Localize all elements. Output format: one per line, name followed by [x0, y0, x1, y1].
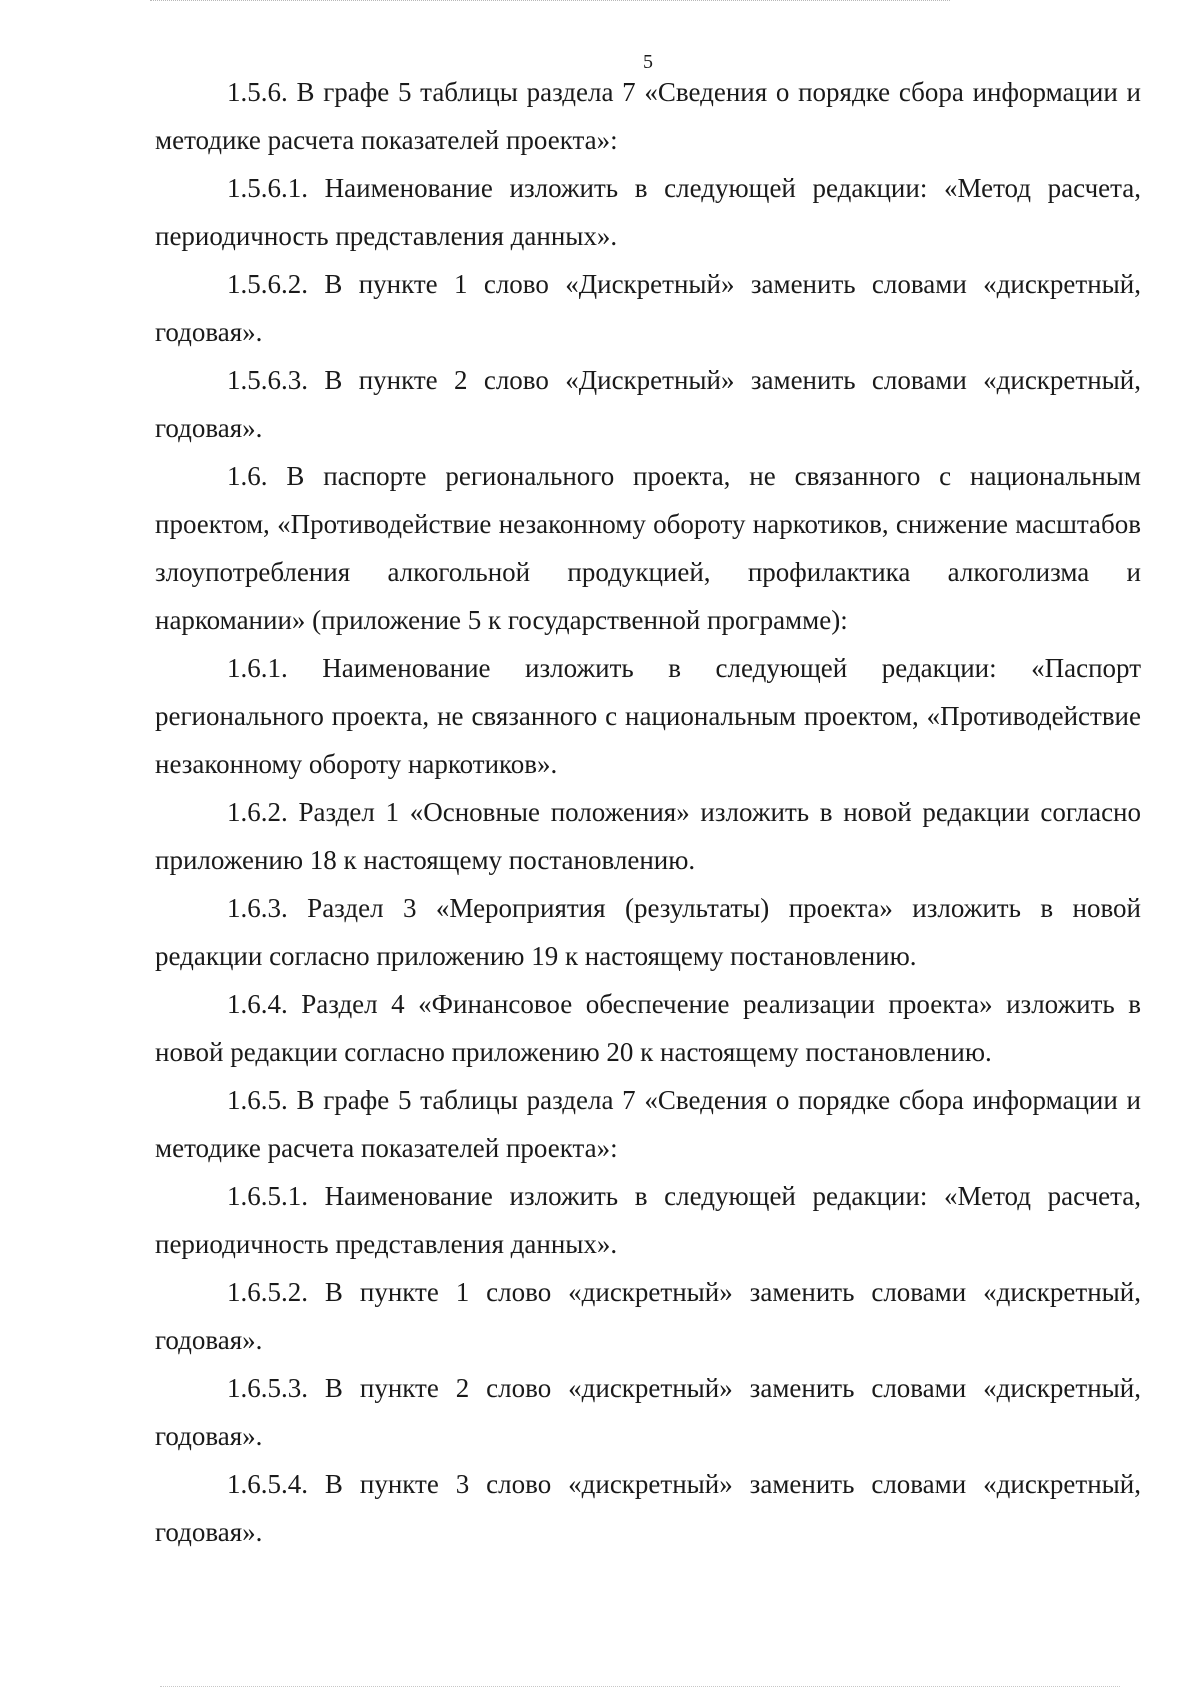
scan-edge-top: [150, 0, 950, 5]
paragraph: 1.6.5. В графе 5 таблицы раздела 7 «Сведения о порядке сбора информации и методике расчета показателей проекта»:: [155, 1085, 1141, 1163]
paragraph: 1.6.4. Раздел 4 «Финансовое обеспечение реализации проекта» изложить в новой редакции согласно приложению 20 к настоящему постановлению.: [155, 989, 1141, 1067]
paragraph: 1.6. В паспорте регионального проекта, не связанного с национальным проектом, «Противодействие незаконному обороту наркотиков, снижение масштабов злоупотребления алкогольной продукцией, профилактика алкоголизма и наркомании» (приложение 5 к государственной программе):: [155, 461, 1141, 635]
paragraph: 1.6.5.2. В пункте 1 слово «дискретный» заменить словами «дискретный, годовая».: [155, 1277, 1141, 1355]
document-body: [155, 68, 1141, 1556]
paragraph: 1.6.5.1. Наименование изложить в следующей редакции: «Метод расчета, периодичность представления данных».: [155, 1181, 1141, 1259]
paragraph: 1.6.5.3. В пункте 2 слово «дискретный» заменить словами «дискретный, годовая».: [155, 1373, 1141, 1451]
paragraph: 1.5.6.3. В пункте 2 слово «Дискретный» заменить словами «дискретный, годовая».: [155, 365, 1141, 443]
scan-edge-bottom: [160, 1682, 1120, 1687]
paragraph: 1.5.6.2. В пункте 1 слово «Дискретный» заменить словами «дискретный, годовая».: [155, 269, 1141, 347]
paragraph: 1.5.6.1. Наименование изложить в следующей редакции: «Метод расчета, периодичность представления данных».: [155, 173, 1141, 251]
page-number: 5: [643, 51, 653, 73]
paragraph: 1.6.3. Раздел 3 «Мероприятия (результаты) проекта» изложить в новой редакции согласно приложению 19 к настоящему постановлению.: [155, 893, 1141, 971]
paragraph: 1.6.1. Наименование изложить в следующей редакции: «Паспорт регионального проекта, не связанного с национальным проектом, «Противодействие незаконному обороту наркотиков».: [155, 653, 1141, 779]
paragraph: 1.5.6. В графе 5 таблицы раздела 7 «Сведения о порядке сбора информации и методике расчета показателей проекта»:: [155, 77, 1141, 155]
paragraph: 1.6.2. Раздел 1 «Основные положения» изложить в новой редакции согласно приложению 18 к настоящему постановлению.: [155, 797, 1141, 875]
paragraph: 1.6.5.4. В пункте 3 слово «дискретный» заменить словами «дискретный, годовая».: [155, 1469, 1141, 1547]
